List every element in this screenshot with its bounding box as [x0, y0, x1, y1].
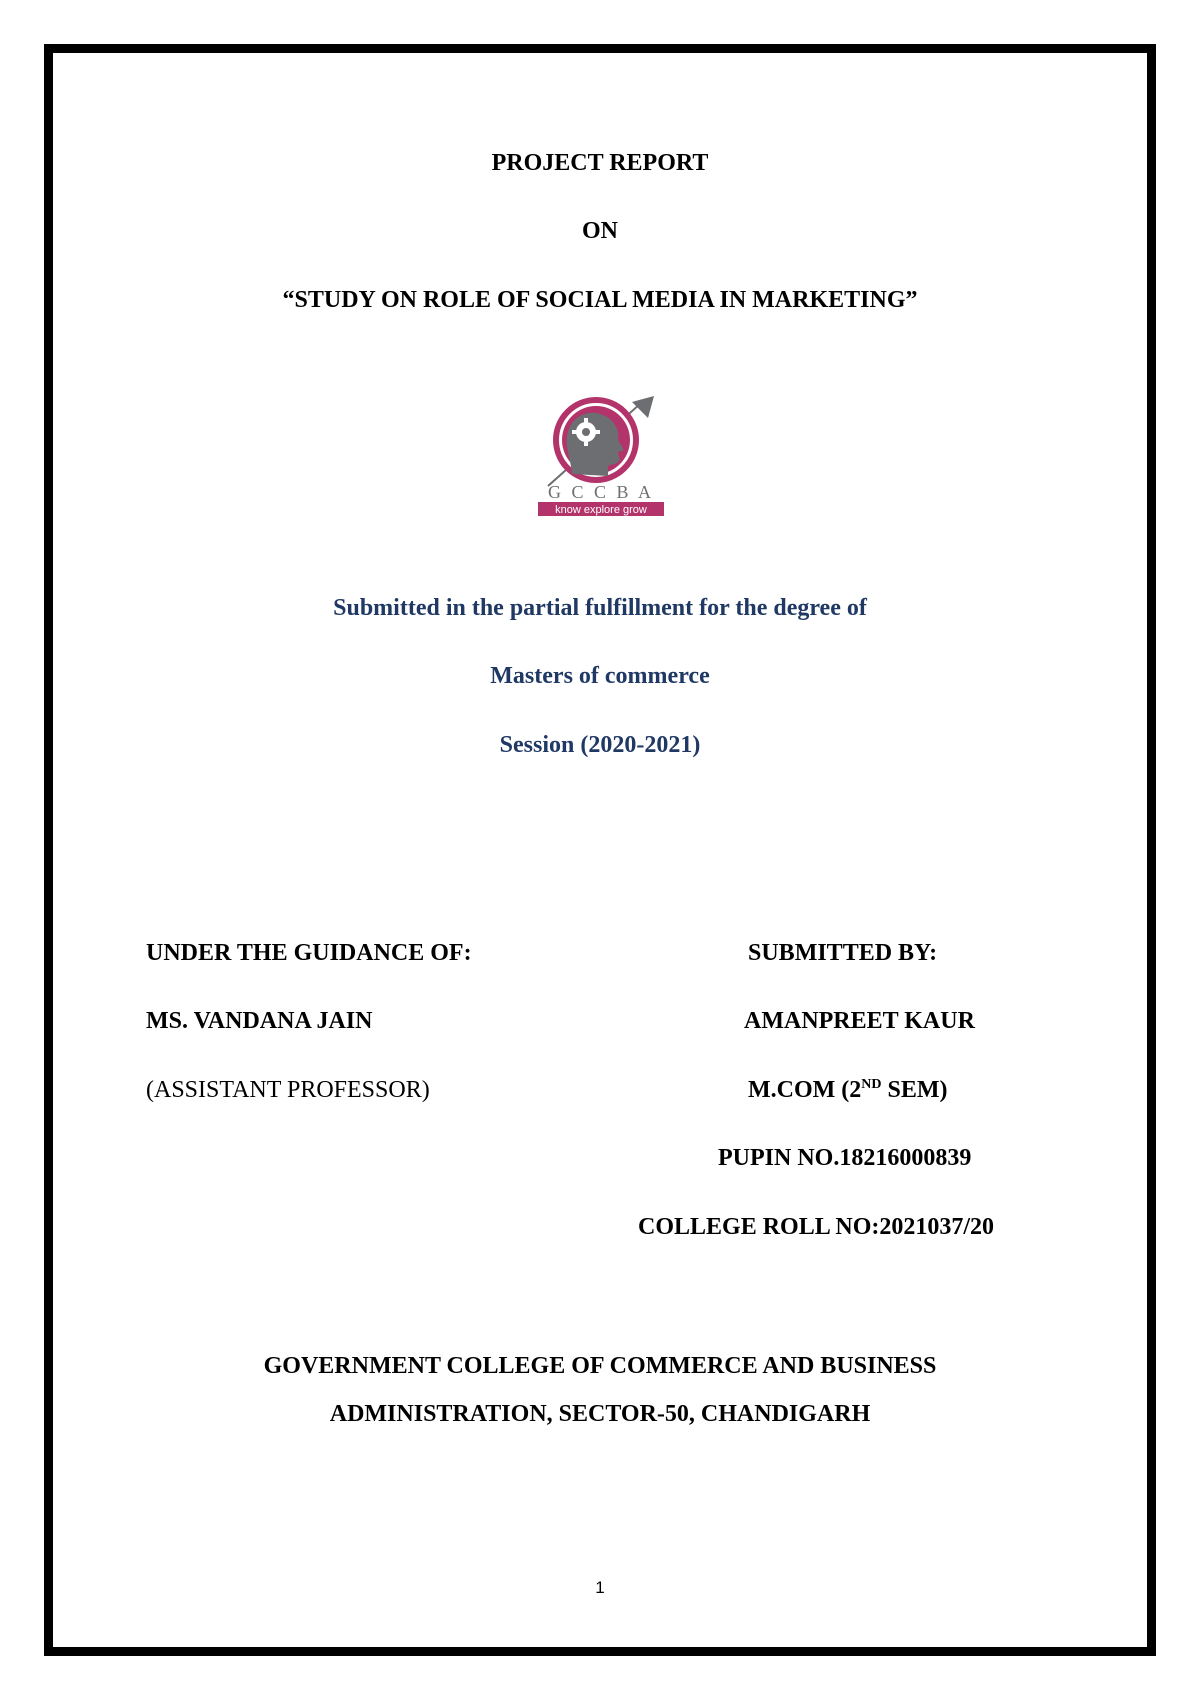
page-number: 1 — [595, 1578, 605, 1597]
submission-line1: Submitted in the partial fulfillment for the degree of — [333, 595, 867, 621]
guide-designation: (ASSISTANT PROFESSOR) — [146, 1077, 430, 1103]
college-roll-number: COLLEGE ROLL NO:2021037/20 — [638, 1214, 995, 1240]
college-name-line2: ADMINISTRATION, SECTOR-50, CHANDIGARH — [329, 1401, 871, 1427]
student-name: AMANPREET KAUR — [744, 1008, 975, 1034]
college-name-line1: GOVERNMENT COLLEGE OF COMMERCE AND BUSINESS — [263, 1353, 937, 1379]
course-prefix: M.COM (2 — [748, 1077, 862, 1103]
submission-session: Session (2020-2021) — [499, 732, 701, 758]
report-title-line1: PROJECT REPORT — [491, 150, 709, 176]
student-course — [748, 1077, 948, 1104]
report-title-line3: “STUDY ON ROLE OF SOCIAL MEDIA IN MARKETING” — [282, 287, 918, 313]
logo-tagline: know explore grow — [555, 504, 647, 516]
course-superscript: ND — [861, 1077, 882, 1092]
report-title-line2: ON — [582, 218, 618, 244]
submission-line2: Masters of commerce — [490, 663, 710, 689]
pupin-number: PUPIN NO.18216000839 — [718, 1145, 972, 1171]
guide-name: MS. VANDANA JAIN — [146, 1008, 373, 1034]
gccba-logo-icon — [536, 394, 666, 522]
course-suffix: SEM) — [881, 1077, 948, 1103]
submitted-by-heading: SUBMITTED BY: — [748, 940, 938, 966]
guidance-heading: UNDER THE GUIDANCE OF: — [146, 940, 472, 966]
logo-gear-hub — [582, 428, 590, 436]
logo-text: G C C B A — [547, 482, 655, 502]
